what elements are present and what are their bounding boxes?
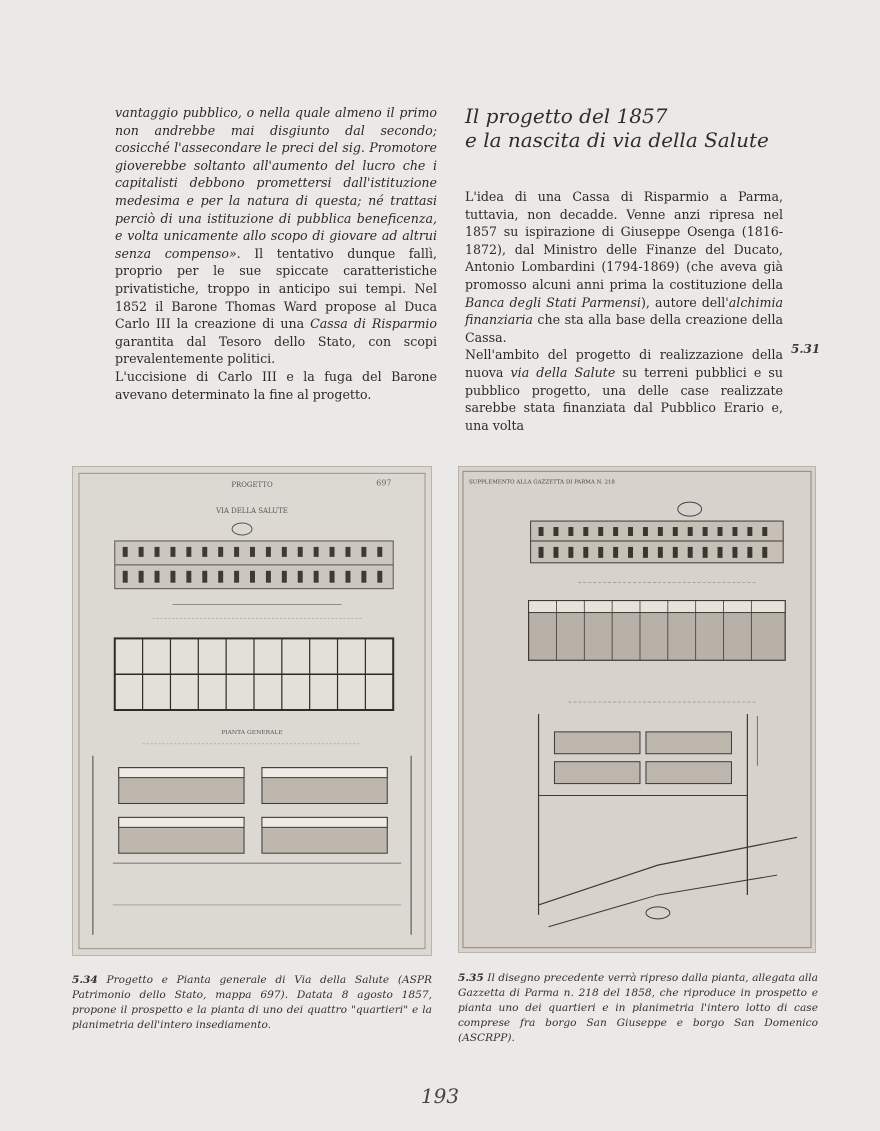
left-text-a: Il tentativo dunque fallì, proprio per le sue spiccate caratteristiche privatistiche, troppo in anticipo sui tempi. Nel 1852 il Barone Thomas Ward propose al Duca Carlo III la creazione di una	[115, 245, 437, 332]
p1-text-a: L'idea di una Cassa di Risparmio a Parma, tuttavia, non decadde. Venne anzi ripresa nel 1857 su ispirazione di Giuseppe Osenga (1816-1872), dal Ministro delle Finanze del Ducato, Antonio Lombardini (1794-1869) (che aveva già promosso alcuni anni prima la costituzione della	[465, 189, 783, 292]
p1-italic-1: Banca degli Stati Parmensi	[465, 294, 641, 310]
caption-text: Il disegno precedente verrà ripreso dalla pianta, allegata alla Gazzetta di Parma n. 218 del 1858, che riproduce in prospetto e pianta uno dei quartieri e in planimetria l'intero lotto di case comprese fra borgo San Giuseppe e borgo San Domenico (ASCRPP).	[458, 972, 818, 1044]
p1-text-b: ), autore dell'	[640, 294, 729, 310]
left-text-c: garantita dal Tesoro dello Stato, con scopi prevalentemente politici.	[115, 333, 437, 367]
quoted-passage: vantaggio pubblico, o nella quale almeno il primo non andrebbe mai disgiunto dal secondo; cosicché l'assecondare le preci del sig. Promotore gioverebbe soltanto all'aumento del lucro che i capitalisti debbono promettersi dall'istituzione medesima e per la natura di questa; né trattasi perciò di una istituzione di pubblica beneficenza, e volta unicamente allo scopo di giovare ad altrui senza compenso».	[115, 105, 437, 261]
left-paragraph-1	[115, 104, 437, 368]
right-paragraph-2	[465, 346, 783, 434]
section-title-line-2: e la nascita di via della Salute	[465, 128, 769, 152]
section-body	[465, 188, 783, 434]
section-title-line-1: Il progetto del 1857	[465, 104, 668, 128]
fig1-subtitle: VIA DELLA SALUTE	[216, 507, 288, 516]
right-text-column	[465, 104, 783, 434]
left-paragraph-2: L'uccisione di Carlo III e la fuga del Barone avevano determinato la fine al progetto.	[115, 368, 437, 402]
figure-5-34-drawing	[72, 466, 432, 956]
fig2-header: SUPPLEMENTO ALLA GAZZETTA DI PARMA N. 218	[468, 479, 615, 486]
figure-caption-5-35	[458, 971, 818, 1046]
p1-italic-2: alchimia finanziaria	[465, 294, 783, 328]
fig1-title: PROGETTO	[231, 481, 273, 490]
right-paragraph-1	[465, 188, 783, 346]
fig1-plan-label: PIANTA GENERALE	[221, 728, 283, 736]
p2-italic: via della Salute	[510, 364, 616, 380]
page-number: 193	[420, 1084, 460, 1108]
left-italic-b: Cassa di Risparmio	[310, 316, 437, 332]
architectural-drawing-1	[73, 467, 431, 955]
caption-number: 5.34	[72, 974, 98, 986]
p2-text-a: Nell'ambito del progetto di realizzazione della nuova	[465, 347, 783, 380]
margin-figure-reference: 5.31	[791, 342, 821, 356]
p1-text-c: che sta alla base della creazione della Cassa.	[465, 312, 783, 345]
caption-number: 5.35	[458, 972, 484, 984]
architectural-drawing-2	[459, 467, 815, 952]
left-text-column	[115, 104, 437, 403]
section-title	[465, 104, 783, 152]
figure-caption-5-34	[72, 973, 432, 1033]
fig1-number: 697	[376, 478, 392, 488]
p2-text-b: su terreni pubblici e su pubblico progetto, una delle case realizzate sarebbe stata finanziata dal Pubblico Erario e, una volta	[465, 364, 783, 433]
figure-5-35-drawing	[458, 466, 816, 953]
caption-text: Progetto e Pianta generale di Via della Salute (ASPR Patrimonio dello Stato, mappa 697). Datata 8 agosto 1857, propone il prospetto e la pianta di uno dei quattro "quartieri" e la planimetria dell'intero insediamento.	[72, 974, 432, 1031]
